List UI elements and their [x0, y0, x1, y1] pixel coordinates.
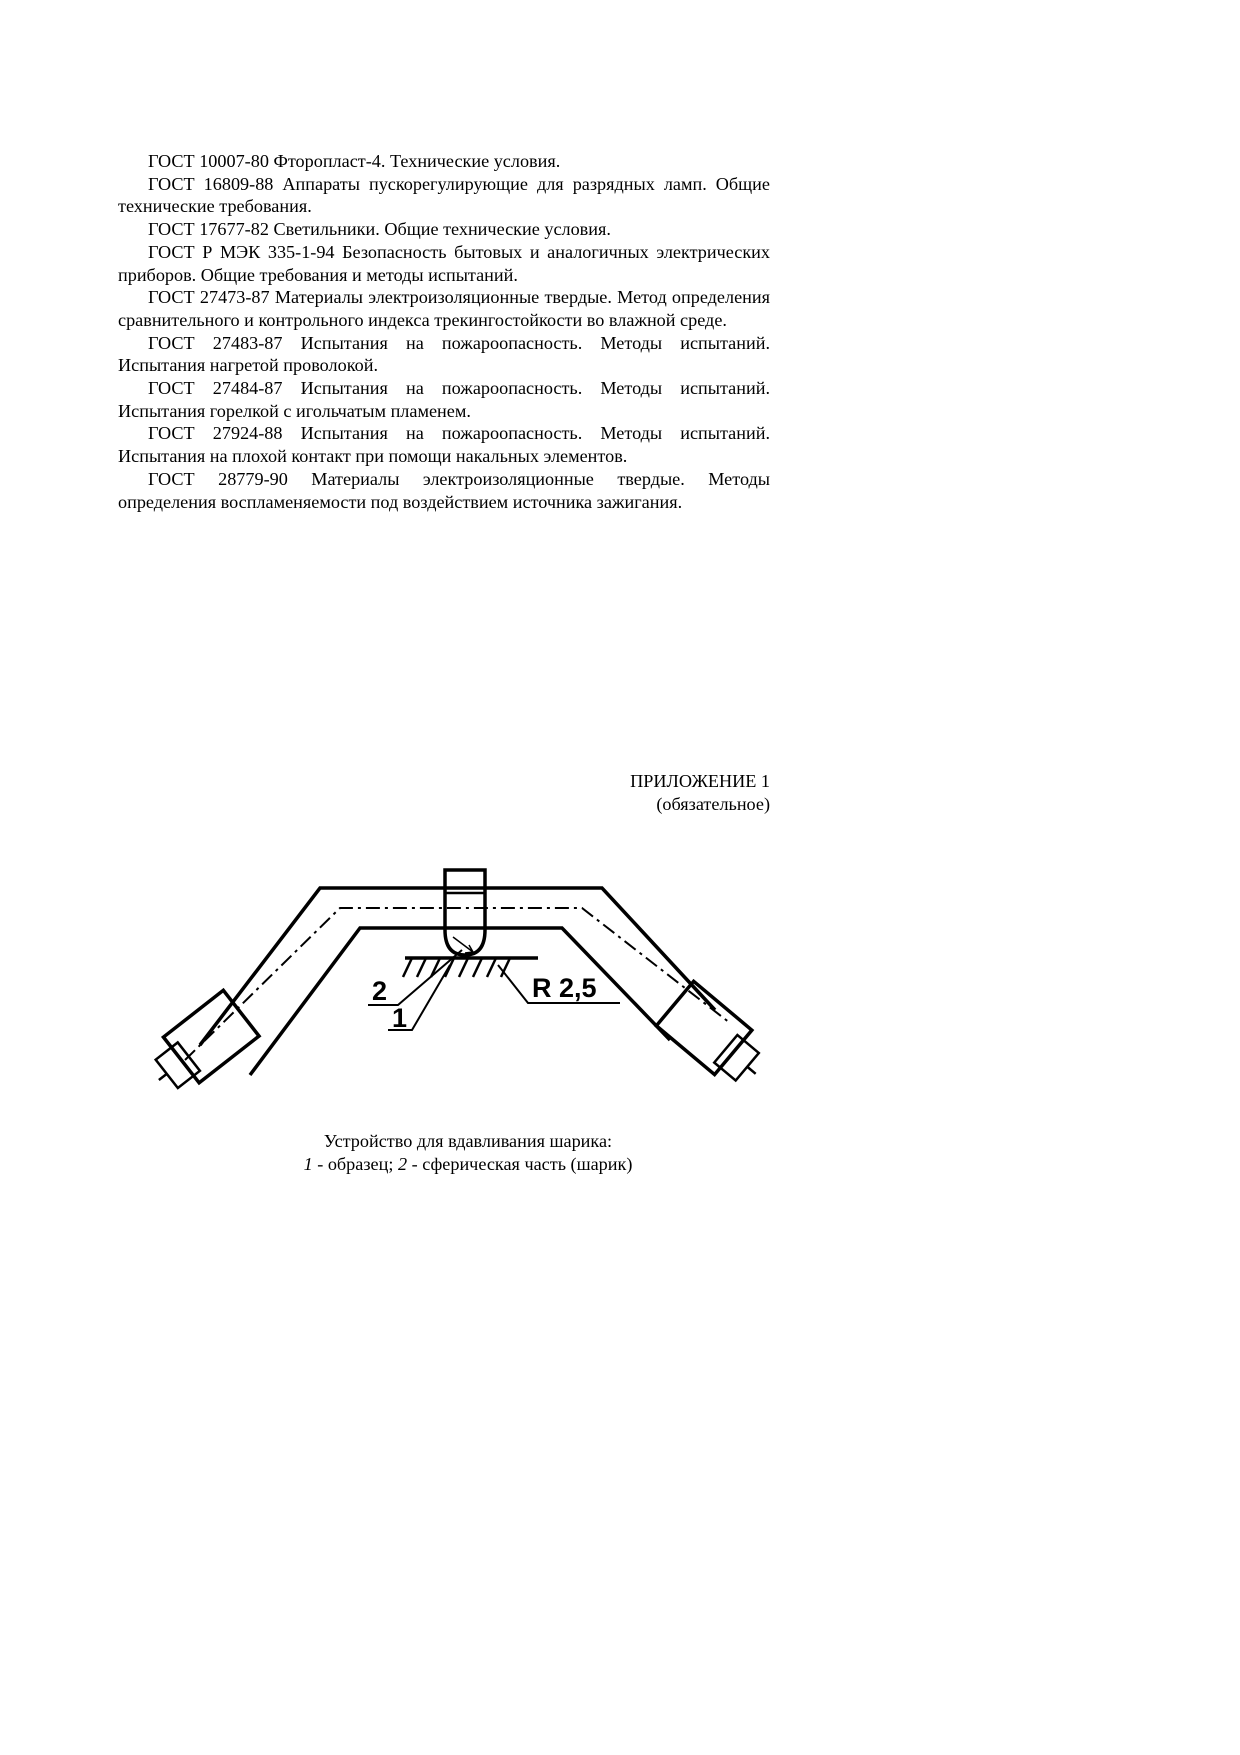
- radius-arrow: [453, 937, 473, 953]
- figure-label-1: 1: [392, 1003, 408, 1033]
- reference-item: ГОСТ 10007-80 Фторопласт-4. Технические условия.: [148, 151, 561, 171]
- caption-number-1: 1: [303, 1154, 313, 1174]
- reference-item: ГОСТ Р МЭК 335-1-94 Безопасность бытовых и аналогичных электрических приборов. Общие требования и методы испытаний.: [118, 241, 770, 285]
- reference-item: ГОСТ 17677-82 Светильники. Общие технические условия.: [148, 219, 611, 240]
- arm-inner-edge: [250, 928, 670, 1075]
- appendix-title: ПРИЛОЖЕНИЕ 1: [630, 771, 770, 791]
- caption-legend: [118, 1153, 818, 1176]
- arm-outer-edge: [200, 888, 715, 1045]
- figure-caption: [118, 1130, 818, 1176]
- specimen-hatching: [403, 958, 510, 977]
- caption-text-2: - сферическая часть (шарик): [407, 1154, 633, 1174]
- appendix-heading: [118, 770, 770, 816]
- left-end-block: [150, 990, 259, 1101]
- references-list: [118, 150, 770, 513]
- reference-item: ГОСТ 28779-90 Материалы электроизоляционные твердые. Методы определения воспламеняемости под воздействием источника зажигания.: [118, 468, 770, 512]
- plunger: [445, 870, 485, 955]
- caption-title: Устройство для вдавливания шарика:: [323, 1131, 613, 1151]
- reference-item: ГОСТ 27924-88 Испытания на пожароопасность. Методы испытаний. Испытания на плохой контакт при помощи накальных элементов.: [118, 423, 770, 467]
- right-end-block: [656, 981, 775, 1094]
- appendix-subtitle: (обязательное): [656, 794, 770, 814]
- device-drawing: [150, 865, 790, 1105]
- ball-pressure-device-figure: [150, 865, 790, 1105]
- reference-item: ГОСТ 16809-88 Аппараты пускорегулирующие для разрядных ламп. Общие технические требования.: [118, 173, 770, 217]
- reference-item: ГОСТ 27473-87 Материалы электроизоляционные твердые. Метод определения сравнительного и контрольного индекса трекингостойкости во влажной среде.: [118, 287, 770, 330]
- radius-label: R 2,5: [532, 973, 597, 1003]
- reference-item: ГОСТ 27484-87 Испытания на пожароопасность. Методы испытаний. Испытания горелкой с игольчатым пламенем.: [118, 378, 770, 421]
- arm-centerline: [185, 908, 730, 1060]
- figure-label-2: 2: [372, 976, 388, 1006]
- caption-text-1: - образец;: [312, 1154, 398, 1174]
- reference-item: ГОСТ 27483-87 Испытания на пожароопасность. Методы испытаний. Испытания нагретой проволокой.: [118, 332, 770, 376]
- caption-number-2: 2: [397, 1154, 408, 1174]
